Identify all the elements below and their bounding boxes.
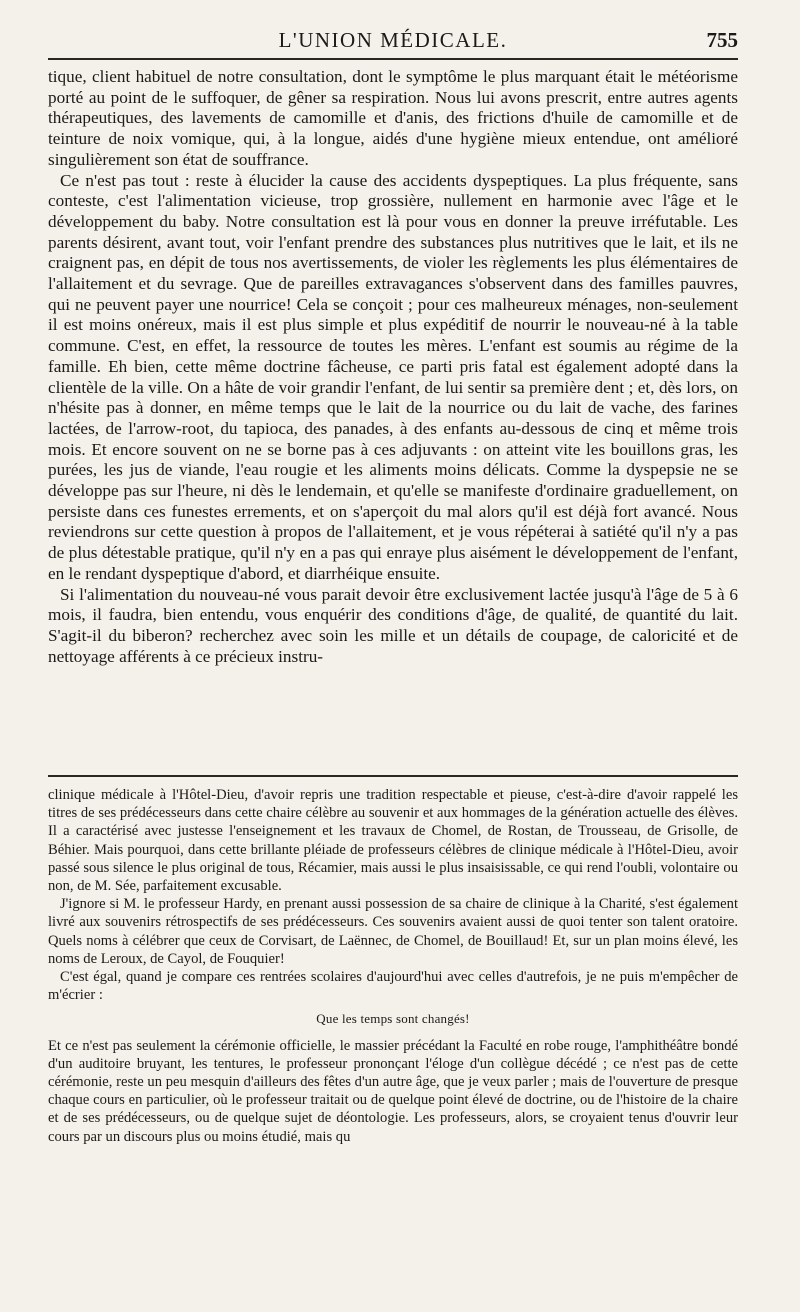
body-paragraph: Ce n'est pas tout : reste à élucider la cause des accidents dyspeptiques. La plus fréquente, sans conteste, c'est l'alimentation vicieuse, trop grossière, nullement en harmonie avec l'âge et le développement du baby. Notre consultation est là pour vous en donner la preuve irréfutable. Les parents désirent, avant tout, voir l'enfant prendre des substances plus nutritives que le lait, et ils ne craignent pas, en dépit de tous nos avertissements, de violer les règlements les plus élémentaires de l'allaitement et du sevrage. Que de pareilles extravagances s'observent dans des familles pauvres, qui ne peuvent payer une nourrice! Cela se conçoit ; pour ces malheureux ménages, non-seulement il est moins onéreux, mais il est plus simple et plus expéditif de nourrir le nouveau-né à la table commune. C'est, en effet, la ressource de toutes les mères. L'enfant est soumis au régime de la famille. Eh bien, cette même doctrine fâcheuse, ce parti pris fatal est également adopté dans la clientèle de la ville. On a hâte de voir grandir l'enfant, de lui sentir sa première dent ; et, dès lors, on n'hésite pas à donner, en même temps que le lait de la nourrice ou du lait de vache, des farines lactées, de l'arrow-root, du tapioca, des panades, à des enfants au-dessous de cinq et même trois mois. Et encore souvent on ne se borne pas à ces adjuvants : on atteint vite les bouillons gras, les purées, les jus de viande, l'eau rougie et les aliments moins délicats. Comme la dyspepsie ne se développe pas sur l'heure, ni dès le lendemain, et qu'elle se manifeste d'ordinaire graduellement, on persiste dans ces funestes errements, et on s'aperçoit du mal alors qu'il est déjà fort avancé. Nous reviendrons sur cette question à propos de l'allaitement, et je vous répéterai à satiété qu'il n'y a pas de plus détestable pratique, qu'il n'y en a pas qui enraye plus aisément le développement de l'enfant, en le rendant dyspeptique d'abord, et diarrhéique ensuite. [48, 170, 738, 583]
footnote-paragraph: Et ce n'est pas seulement la cérémonie officielle, le massier précédant la Faculté en robe rouge, l'amphithéâtre bondé d'un auditoire bruyant, les tentures, le professeur prononçant l'éloge d'un collègue décédé ; ce n'est pas de cette cérémonie, reste un peu mesquin d'ailleurs des fêtes d'un autre âge, que je veux parler ; mais de l'ouverture de presque chaque cours en particulier, où le professeur traitait ou de quelque point élevé de doctrine, ou de l'histoire de la chaire et de ses prédécesseurs, ou de quelque sujet de déontologie. Les professeurs, alors, se croyaient tenus d'ouvrir leur cours par un discours plus ou moins étudié, mais qu [48, 1037, 738, 1145]
main-text [48, 67, 738, 667]
body-paragraph: tique, client habituel de notre consultation, dont le symptôme le plus marquant était le météorisme porté au point de le suffoquer, de gêner sa respiration. Nous lui avons prescrit, entre autres agents thérapeutiques, des lavements de camomille et d'anis, des frictions d'huile de camomille et de teinture de noix vomique, qui, à la longue, aidés d'une hygiène mieux entendue, ont amélioré singulièrement son état de souffrance. [48, 67, 738, 169]
footnote-paragraph: clinique médicale à l'Hôtel-Dieu, d'avoir repris une tradition respectable et pieuse, c'est-à-dire d'avoir rappelé les titres de ses prédécesseurs dans cette chaire célèbre au souvenir et aux hommages de la génération actuelle des élèves. Il a caractérisé avec justesse l'enseignement et les travaux de Chomel, de Rostan, de Trousseau, de Grisolle, de Béhier. Mais pourquoi, dans cette brillante pléiade de professeurs célèbres de clinique médicale à l'Hôtel-Dieu, avoir passé sous silence le plus original de tous, Récamier, mais aussi le plus insaisissable, ce qui rend l'oubli, volontaire ou non, de M. Sée, parfaitement excusable. [48, 787, 738, 895]
footnote-paragraph: C'est égal, quand je compare ces rentrées scolaires d'aujourd'hui avec celles d'autrefois, je ne puis m'empêcher de m'écrier : [48, 969, 738, 1004]
footnote-quote: Que les temps sont changés! [316, 1011, 470, 1027]
footnote-paragraph: J'ignore si M. le professeur Hardy, en prenant aussi possession de sa chaire de clinique à la Charité, s'est également livré aux souvenirs rétrospectifs de ses prédécesseurs. Ces souvenirs avaient aussi de quoi tenter son talent oratoire. Quels noms à célébrer que ceux de Corvisart, de Laënnec, de Chomel, de Bouillaud! Et, sur un plan moins élevé, les noms de Leroux, de Cayol, de Fouquier! [48, 896, 738, 967]
footnote [48, 786, 738, 1146]
body-paragraph: Si l'alimentation du nouveau-né vous parait devoir être exclusivement lactée jusqu'à l'âge de 5 à 6 mois, il faudra, bien entendu, vous enquérir des conditions d'âge, de qualité, de quantité du lait. S'agit-il du biberon? recherchez avec soin les mille et un détails de coupage, de caloricité et de nettoyage afférents à ce précieux instru- [48, 584, 738, 666]
footnote-separator [48, 775, 738, 777]
running-title: L'UNION MÉDICALE. [278, 28, 508, 52]
page-number: 755 [706, 28, 738, 52]
page-header [48, 22, 738, 60]
